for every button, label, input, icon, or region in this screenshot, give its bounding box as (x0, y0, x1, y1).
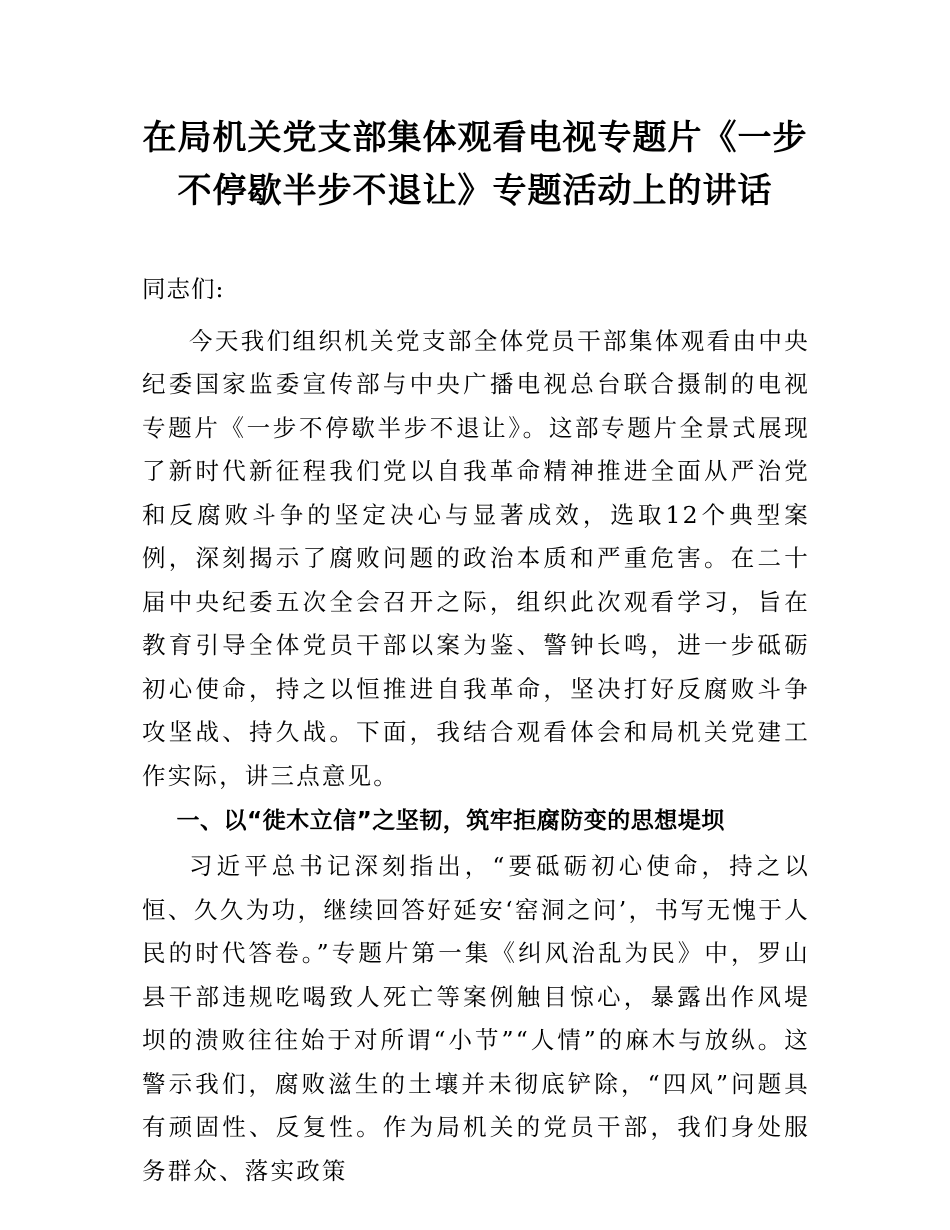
title-line-1: 在局机关党支部集体观看电视专题片《一步 (142, 118, 808, 158)
document-body (142, 268, 810, 1193)
title-line-2: 不停歇半步不退让》专题活动上的讲话 (177, 171, 773, 211)
salutation: 同志们: (142, 275, 225, 303)
section-heading-1: 一、以“徙木立信”之坚韧，筑牢拒腐防变的思想堤坝 (176, 808, 725, 834)
document-title (100, 112, 850, 218)
paragraph-opening: 今天我们组织机关党支部全体党员干部集体观看由中央纪委国家监委宣传部与中央广播电视总台联合摄制的电视专题片《一步不停歇半步不退让》。这部专题片全景式展现了新时代新征程我们党以自我革命精神推进全面从严治党和反腐败斗争的坚定决心与显著成效，选取12个典型案例，深刻揭示了腐败问题的政治本质和严重危害。在二十届中央纪委五次全会召开之际，组织此次观看学习，旨在教育引导全体党员干部以案为鉴、警钟长鸣，进一步砥砺初心使命，持之以恒推进自我革命，坚决打好反腐败斗争攻坚战、持久战。下面，我结合观看体会和局机关党建工作实际，讲三点意见。 (142, 326, 810, 790)
paragraph-section-1: 习近平总书记深刻指出，“要砥砺初心使命，持之以恒、久久为功，继续回答好延安‘窑洞之问’，书写无愧于人民的时代答卷。”专题片第一集《纠风治乱为民》中，罗山县干部违规吃喝致人死亡等案例触目惊心，暴露出作风堤坝的溃败往往始于对所谓“小节”“人情”的麻木与放纵。这警示我们，腐败滋生的土壤并未彻底铲除，“四风”问题具有顽固性、反复性。作为局机关的党员干部，我们身处服务群众、落实政策 (142, 852, 810, 1185)
